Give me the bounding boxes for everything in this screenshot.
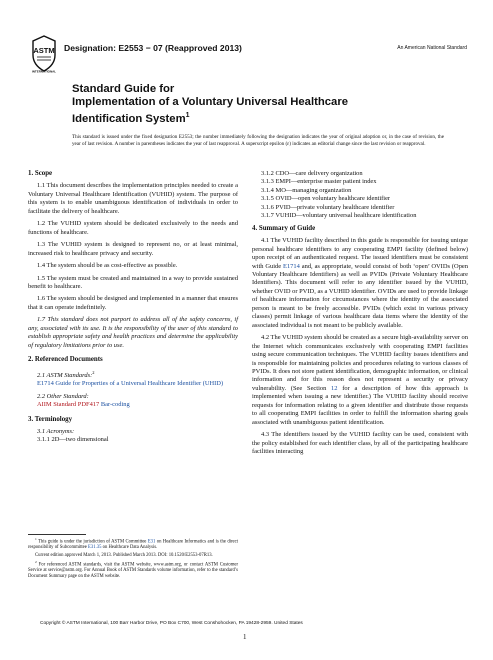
para-1-7: 1.7 This standard does not purport to address all of the safety concerns, if any, associated with its use. It is the responsibility of the user of this standard to establish appropriate safety and health practices and determine the applicability of regulatory limitations prior to use. [28,316,238,349]
term-3-1-5: 3.1.5 OVID—open voluntary healthcare identifier [261,195,391,203]
logo-wordmark: INTERNATIONAL [31,69,57,73]
p4-1-text-b: and, as appropriate, would consist of both ‘open’ OVIDs (Open Voluntary Healthcare Identifiers) as well as PVIDs (Private Voluntary Healthcare Identifiers). This document will refer to any identifier issued by the VUHID, whether OVID or PVID, as a VUHID identifier. OVIDs are used to provide linkage of healthcare information for circumstances where the identity of the associated person is meant to be freely accessible. PVIDs (which exist in various privacy classes) permit linkage of various healthcare data items where the identity of the associated individual is not meant to be publicly available. [252,262,468,329]
designation: Designation: E2553 − 07 (Reapproved 2013) [64,43,242,53]
para-4-2 [252,334,468,427]
footnotes [28,537,238,581]
fn1-text-c: on Healthcare Data Analysis. [101,545,158,551]
term-3-1-2: 3.1.2 CDO—care delivery organization [261,170,363,177]
para-2-1 [28,369,238,389]
fn1-text-a: This guide is under the jurisdiction of ASTM Committee [38,539,148,545]
para-1-2: 1.2 The VUHID system should be dedicated exclusively to the needs and functions of healthcare. [28,220,238,236]
standard-issuance-note: This standard is issued under the fixed designation E2553; the number immediately following the designation indicates the year of original adoption or, in the case of revision, the year of last revision. A number in parentheses indicates the year of last reapproval. A superscript epsilon (ε) indicates an editorial change since the last revision or reapproval. [72,134,444,147]
term-3-1-4: 3.1.4 MO—managing organization [261,186,352,194]
para-1-1: 1.1 This document describes the implementation principles needed to create a Voluntary Universal Healthcare Identification (VUHID) system. The purpose of this system is to enable unambiguous identification of individuals in order to facilitate the delivery of healthcare. [28,182,238,215]
term-3-1-3: 3.1.3 EMPI—enterprise master patient index [261,178,377,186]
ref-aiim-link[interactable]: AIIM Standard PDF417 [37,401,100,409]
para-1-3: 1.3 The VUHID system is designed to represent no, or at least minimal, increased risk to healthcare privacy and security. [28,241,238,257]
fn2-text: For referenced ASTM standards, visit the ASTM website, www.astm.org, or contact ASTM Customer Service at service@astm.org. For Annual Book of ASTM Standards volume information, refer to the standard’s Document Summary page on the ASTM website. [28,562,239,579]
para-1-6: 1.6 The system should be designed and implemented in a manner that ensures that it can operate indefinitely. [28,295,238,311]
american-national-standard-label: An American National Standard [397,45,467,51]
title-footnote-ref[interactable]: 1 [185,112,190,120]
footnote-1-edition: Current edition approved March 1, 2013. Published March 2013. DOI: 10.1520/E2553-07R13. [35,552,213,558]
fn1-subcommittee-link[interactable]: E31.35 [88,545,102,551]
other-standard-label: 2.2 Other Standard: [37,392,89,400]
fn1-text-b: on Healthcare Informatics and is the direct responsibility of Subcommittee [28,539,238,551]
p4-2-text-b: for a description of how this approach is implemented when issuing a new identifier.) The VUHID facility should receive requests for information relating to a given identifier and distribute those requests to all cooperating EMPI facilities in order to fulfill the information sharing goals associated with unambiguous patient identification. [252,384,468,426]
copyright-line: Copyright © ASTM International, 100 Barr Harbor Drive, PO Box C700, West Conshohocken, PA 19428-2959. United States [40,621,303,626]
p4-1-text-a: 4.1 The VUHID facility described in this guide is responsible for issuing unique personal healthcare identifiers to any cooperating EMPI facility (defined below) upon receipt of an authenticated request. The issued identifiers must be consistent with Guide [252,237,468,270]
para-1-4: 1.4 The system should be as cost-effective as possible. [37,262,178,270]
para-3-1: 3.1 Acronyms: [37,428,75,436]
svg-text:ASTM: ASTM [33,46,55,55]
para-4-1 [252,237,468,330]
page-number: 1 [243,633,247,641]
title-line-2-text: Identification System [72,113,186,126]
footnote-2: $^2$ For referenced ASTM standards, visit the ASTM website, www.astm.org, or contact ASTM Customer Service at service@astm.org. For Annual Book of ASTM Standards volume information, refer to the standard’s Document Summary page on the ASTM website. [28,559,239,579]
document-type: Standard Guide for [72,83,175,95]
section-2-heading: 2. Referenced Documents [28,356,103,364]
guide-e1714-link[interactable]: E1714 [283,262,300,270]
fn1-committee-link[interactable]: E31 [147,539,156,545]
footnote-1: $^1$ This guide is under the jurisdiction of ASTM Committee E31 on Healthcare Informatics and is the direct responsibility of Subcommittee E31.35 on Healthcare Data Analysis. [28,537,238,551]
left-column [28,170,238,445]
term-3-1-6: 3.1.6 PVID—private voluntary healthcare identifier [261,203,395,211]
section-3-heading: 3. Terminology [28,415,73,423]
para-1-5: 1.5 The system must be created and maintained in a way to provide sustained benefit to healthcare. [28,274,238,290]
ref-aiim-title[interactable]: Bar-coding [100,401,130,409]
astm-standards-label: 2.1 ASTM Standards: [37,371,93,379]
para-3-1-1: 3.1.1 2D—two dimensional [37,436,109,444]
term-3-1-7: 3.1.7 VUHID—voluntary universal healthcare identification [261,212,417,220]
section-1-heading: 1. Scope [28,170,53,177]
section-4-heading: 4. Summary of Guide [252,224,316,232]
ref-e1714-link[interactable]: E1714 [37,380,54,388]
document-title [72,96,452,126]
title-line-2 [72,109,452,126]
astm-logo [31,35,57,73]
section-12-link[interactable]: 12 [331,384,338,392]
ref-e1714-title[interactable]: Guide for Properties of a Universal Healthcare Identifier (UHID) [55,380,224,388]
title-line-1: Implementation of a Voluntary Universal Healthcare [72,96,349,108]
footnote-2-ref[interactable]: 2 [92,369,95,375]
p4-2-text-a: 4.2 The VUHID system should be created as a secure high-availability server on the Internet which communicates exclusively with cooperating EMPI facilities using secure communication techniques. The VUHID facility issues identifiers and is responsible for maintaining policies and procedures relating to various classes of PVIDs. It does not store patient identification, demographic information, or clinical information and for this reason does not represent a security or privacy vulnerability. (See Section [252,334,468,392]
para-2-2 [28,393,238,410]
right-column [252,170,468,461]
para-4-3: 4.3 The identifiers issued by the VUHID facility can be used, consistent with the policy established for each identifier class, by all of the participating healthcare facilities interacting [252,431,468,456]
footnote-divider [28,534,86,535]
